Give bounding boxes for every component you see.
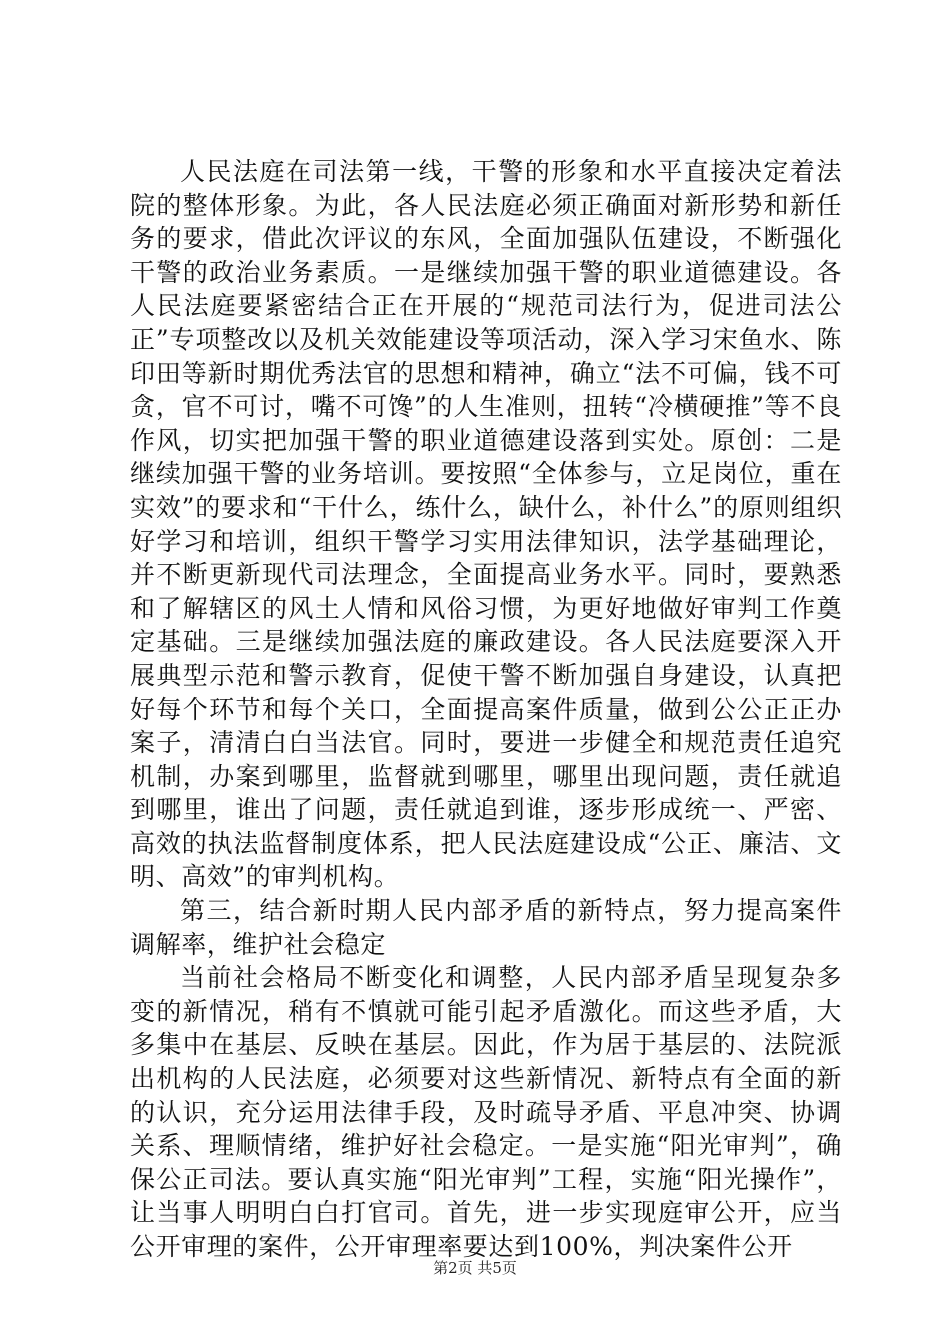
paragraph-social-stability: 当前社会格局不断变化和调整，人民内部矛盾呈现复杂多变的新情况，稍有不慎就可能引起矛盾激化。而这些矛盾，大多集中在基层、反映在基层。因此，作为居于基层的、法院派出机构的人民法庭，必须要对这些新情况、新特点有全面的新的认识，充分运用法律手段，及时疏导矛盾、平息冲突、协调关系、理顺情绪，维护好社会稳定。一是实施“阳光审判”，确保公正司法。要认真实施“阳光审判”工程，实施“阳光操作”，让当事人明明白白打官司。首先，进一步实现庭审公开，应当公开审理的案件，公开审理率要达到100%，判决案件公开 xyxy=(130,963,842,1261)
page-footer: 第2页 共5页 xyxy=(433,1259,517,1277)
document-body xyxy=(130,155,842,1264)
paragraph-section-three-heading: 第三，结合新时期人民内部矛盾的新特点，努力提高案件调解率，维护社会稳定 xyxy=(130,896,842,959)
paragraph-team-building: 人民法庭在司法第一线，干警的形象和水平直接决定着法院的整体形象。为此，各人民法庭必须正确面对新形势和新任务的要求，借此次评议的东风，全面加强队伍建设，不断强化干警的政治业务素质。一是继续加强干警的职业道德建设。各人民法庭要紧密结合正在开展的“规范司法行为，促进司法公正”专项整改以及机关效能建设等项活动，深入学习宋鱼水、陈印田等新时期优秀法官的思想和精神，确立“法不可偏，钱不可贪，官不可讨，嘴不可馋”的人生准则，扭转“冷横硬推”等不良作风，切实把加强干警的职业道德建设落到实处。原创：二是继续加强干警的业务培训。要按照“全体参与，立足岗位，重在实效”的要求和“干什么，练什么，缺什么，补什么”的原则组织好学习和培训，组织干警学习实用法律知识，法学基础理论，并不断更新现代司法理念，全面提高业务水平。同时，要熟悉和了解辖区的风土人情和风俗习惯，为更好地做好审判工作奠定基础。三是继续加强法庭的廉政建设。各人民法庭要深入开展典型示范和警示教育，促使干警不断加强自身建设，认真把好每个环节和每个关口，全面提高案件质量，做到公公正正办案子，清清白白当法官。同时，要进一步健全和规范责任追究机制，办案到哪里，监督就到哪里，哪里出现问题，责任就追到哪里，谁出了问题，责任就追到谁，逐步形成统一、严密、高效的执法监督制度体系，把人民法庭建设成“公正、廉洁、文明、高效”的审判机构。 xyxy=(130,157,842,892)
